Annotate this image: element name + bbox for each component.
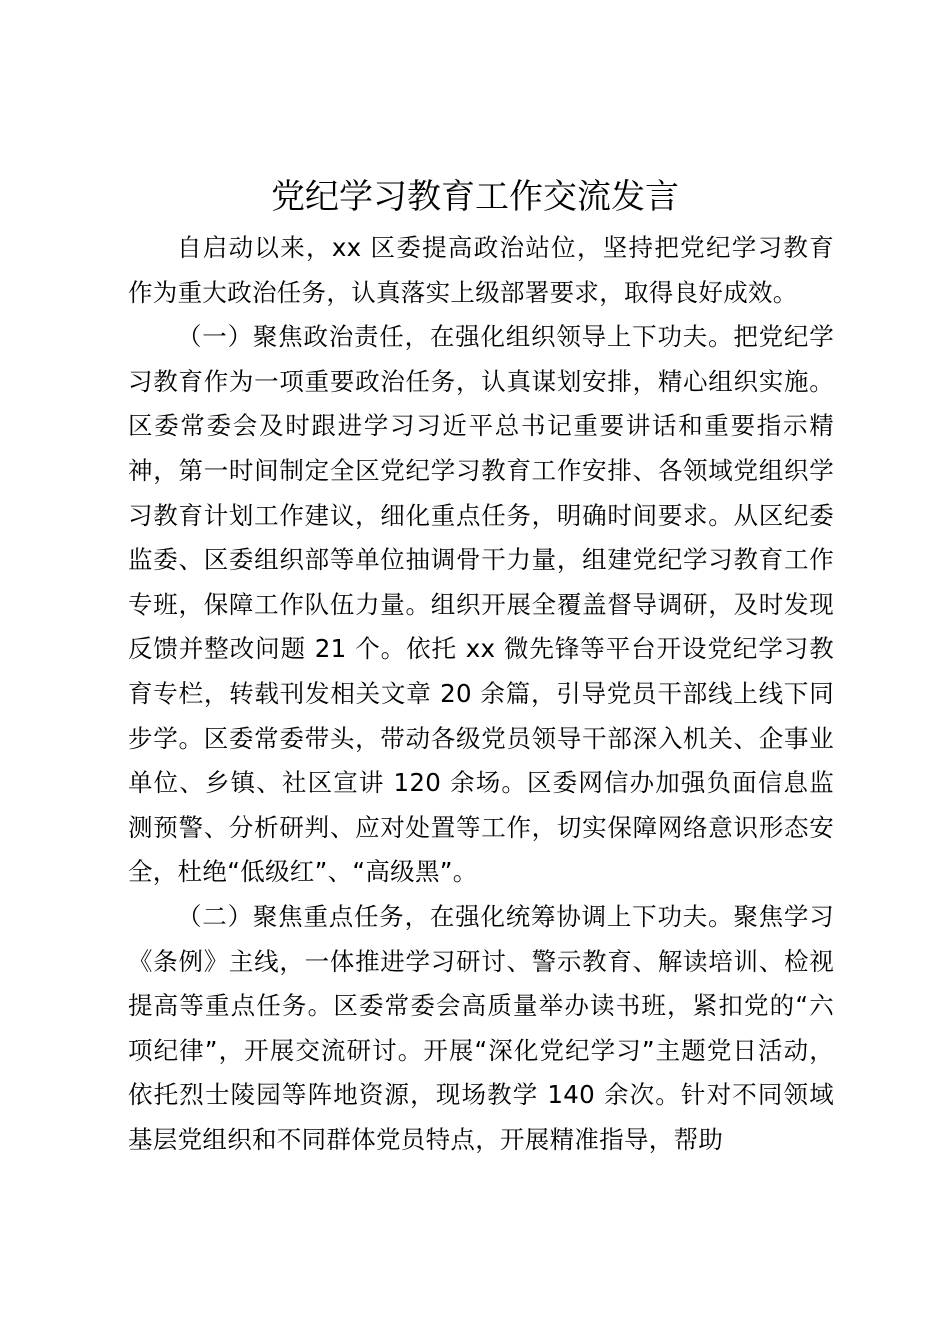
paragraph-intro: 自启动以来，xx 区委提高政治站位，坚持把党纪学习教育作为重大政治任务，认真落实上级部署要求，取得良好成效。	[128, 233, 834, 307]
document-title: 党纪学习教育工作交流发言	[271, 177, 679, 217]
paragraph-section-2: （二）聚焦重点任务，在强化统筹协调上下功夫。聚焦学习《条例》主线，一体推进学习研讨、警示教育、解读培训、检视提高等重点任务。区委常委会高质量举办读书班，紧扣党的“六项纪律”，开展交流研讨。开展“深化党纪学习”主题党日活动，依托烈士陵园等阵地资源，现场教学 140 余次。针对不同领域基层党组织和不同群体党员特点，开展精准指导，帮助	[128, 901, 834, 1154]
document-body	[128, 226, 834, 1162]
paragraph-section-1: （一）聚焦政治责任，在强化组织领导上下功夫。把党纪学习教育作为一项重要政治任务，认真谋划安排，精心组织实施。区委常委会及时跟进学习习近平总书记重要讲话和重要指示精神，第一时间制定全区党纪学习教育工作安排、各领域党组织学习教育计划工作建议，细化重点任务，明确时间要求。从区纪委监委、区委组织部等单位抽调骨干力量，组建党纪学习教育工作专班，保障工作队伍力量。组织开展全覆盖督导调研，及时发现反馈并整改问题 21 个。依托 xx 微先锋等平台开设党纪学习教育专栏，转载刊发相关文章 20 余篇，引导党员干部线上线下同步学。区委常委带头，带动各级党员领导干部深入机关、企事业单位、乡镇、社区宣讲 120 余场。区委网信办加强负面信息监测预警、分析研判、应对处置等工作，切实保障网络意识形态安全，杜绝“低级红”、“高级黑”。	[128, 322, 834, 887]
